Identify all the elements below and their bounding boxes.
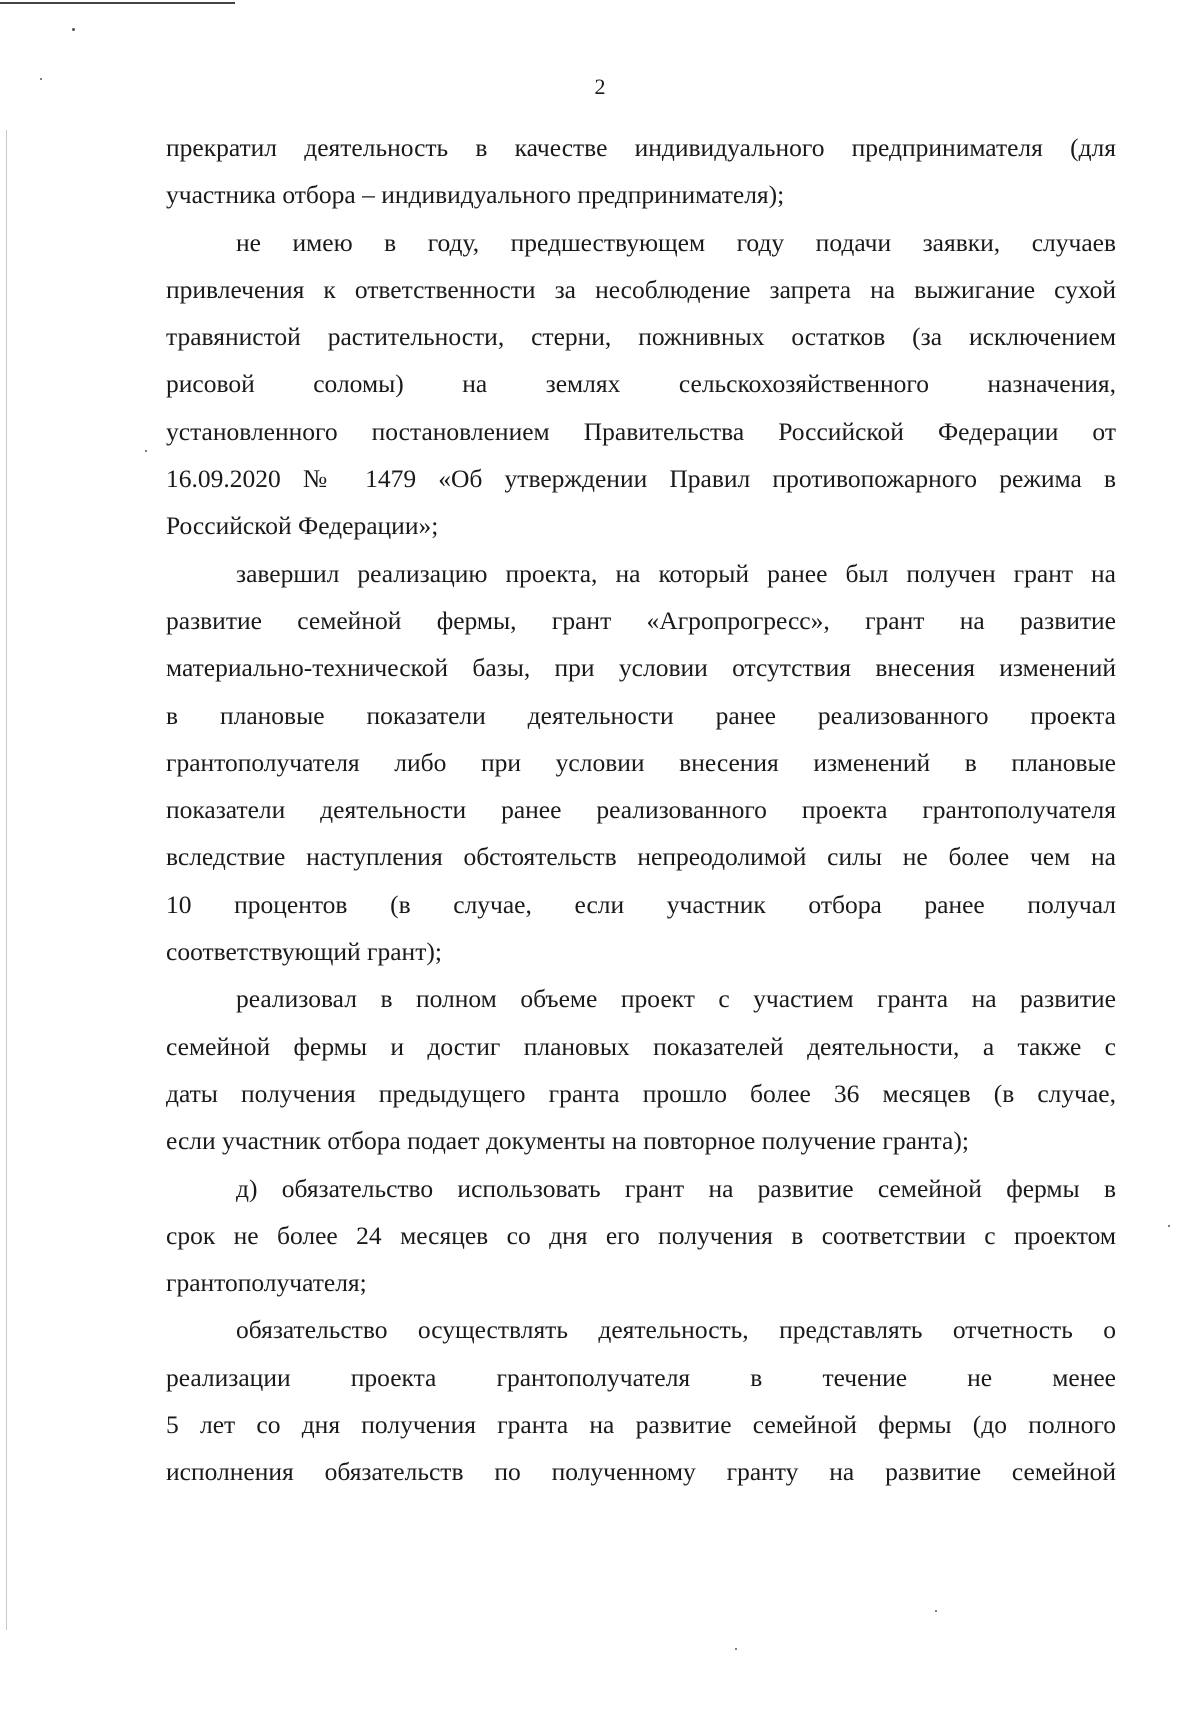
scan-edge-top (0, 2, 235, 4)
text-line: 16.09.2020 № 1479 «Об утверждении Правил противопожарного режима в (166, 464, 1116, 494)
text-line: Российской Федерации»; (166, 511, 439, 541)
text-line: показатели деятельности ранее реализованного проекта грантополучателя (166, 795, 1116, 825)
text-line: срок не более 24 месяцев со дня его получения в соответствии с проектом (166, 1220, 1116, 1250)
text-line: соответствующий грант); (166, 937, 442, 967)
text-line: завершил реализацию проекта, на который ранее был получен грант на (236, 558, 1116, 588)
text-line: в плановые показатели деятельности ранее реализованного проекта (166, 700, 1116, 730)
scan-edge-left (6, 130, 7, 1630)
text-line: если участник отбора подает документы на повторное получение гранта); (166, 1126, 969, 1156)
text-line: прекратил деятельность в качестве индивидуального предпринимателя (для (166, 133, 1116, 162)
text-line: травянистой растительности, стерни, пожнивных остатков (за исключением (166, 322, 1116, 352)
text-line: участника отбора – индивидуального предпринимателя); (166, 180, 785, 210)
text-line: 10 процентов (в случае, если участник отбора ранее получал (166, 889, 1116, 919)
text-line: грантополучателя либо при условии внесения изменений в плановые (166, 747, 1116, 777)
text-line: не имею в году, предшествующем году подачи заявки, случаев (236, 227, 1116, 257)
text-line: семейной фермы и достиг плановых показателей деятельности, а также с (166, 1031, 1116, 1061)
text-line: привлечения к ответственности за несоблюдение запрета на выжигание сухой (166, 274, 1116, 304)
text-line: даты получения предыдущего гранта прошло более 36 месяцев (в случае, (166, 1078, 1116, 1108)
document-body (166, 124, 1116, 1496)
text-line: обязательство осуществлять деятельность, представлять отчетность о (236, 1315, 1116, 1345)
scan-speck (935, 1610, 937, 1612)
text-line: 5 лет со дня получения гранта на развитие семейной фермы (до полного (166, 1410, 1116, 1440)
text-line: д) обязательство использовать грант на развитие семейной фермы в (236, 1173, 1116, 1203)
page-number: 2 (594, 74, 606, 99)
text-line: грантополучателя; (166, 1268, 367, 1298)
text-line: развитие семейной фермы, грант «Агропрогресс», грант на развитие (166, 605, 1116, 635)
text-line: исполнения обязательств по полученному гранту на развитие семейной (166, 1457, 1116, 1487)
scan-speck (1168, 1225, 1170, 1227)
scan-speck (735, 1648, 737, 1650)
text-line: рисовой соломы) на землях сельскохозяйственного назначения, (166, 369, 1116, 399)
text-line: установленного постановлением Правительства Российской Федерации от (166, 416, 1116, 446)
text-line: материально-технической базы, при условии отсутствия внесения изменений (166, 653, 1116, 683)
scan-speck (72, 28, 75, 31)
scan-speck (145, 450, 147, 452)
text-line: вследствие наступления обстоятельств непреодолимой силы не более чем на (166, 842, 1116, 872)
text-line: реализовал в полном объеме проект с участием гранта на развитие (236, 984, 1116, 1014)
text-line: реализации проекта грантополучателя в течение не менее (166, 1362, 1116, 1392)
